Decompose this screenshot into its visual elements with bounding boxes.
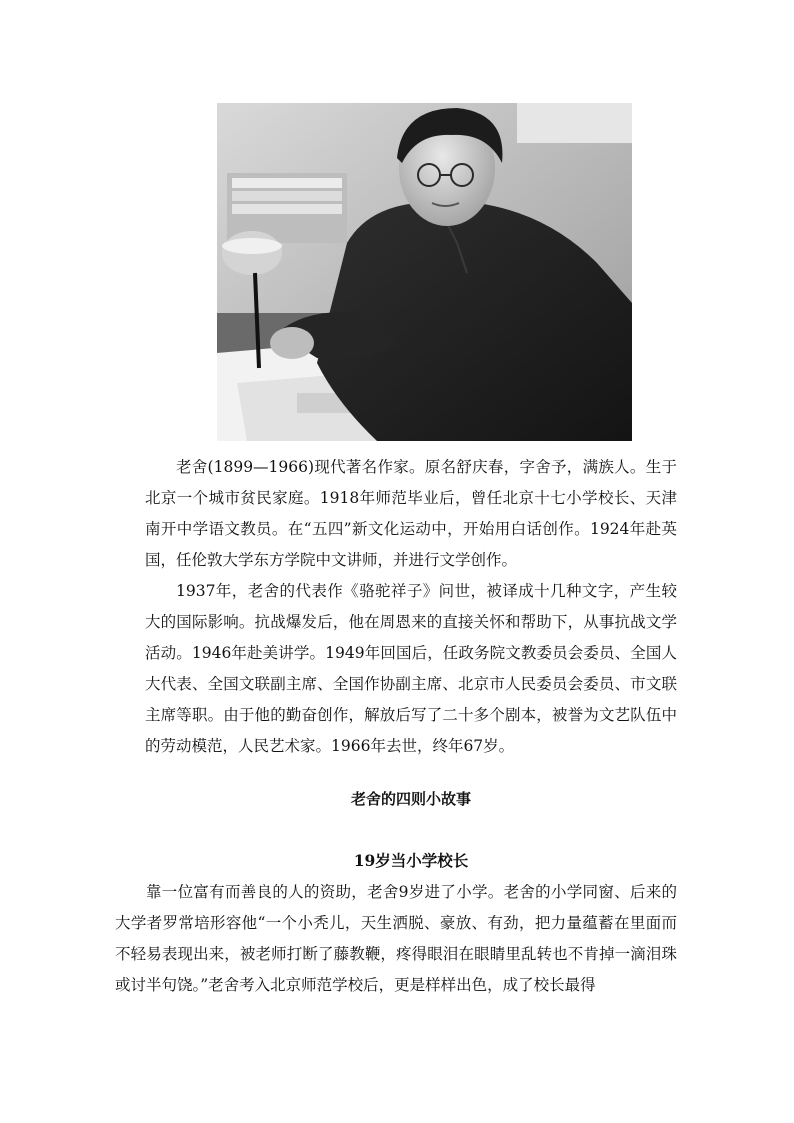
section-title: 老舍的四则小故事 (350, 790, 471, 808)
intro-paragraph-1: 老舍(1899—1966)现代著名作家。原名舒庆春，字舍予，满族人。生于北京一个城市贫民家庭。1918年师范毕业后，曾任北京十七小学校长、天津南开中学语文教员。在“五四”新文化运动中，开始用白话创作。1924年赴英国，任伦敦大学东方学院中文讲师，并进行文学创作。 (145, 458, 677, 569)
story-title: 19岁当小学校长 (353, 851, 469, 870)
story-paragraph: 靠一位富有而善良的人的资助，老舍9岁进了小学。老舍的小学同窗、后来的大学者罗常培形容他“一个小秃儿，天生洒脱、豪放、有劲，把力量蕴蓄在里面而不轻易表现出来，被老师打断了藤教鞭，疼得眼泪在眼睛里乱转也不肯掉一滴泪珠或讨半句饶。”老舍考入北京师范学校后，更是样样出色，成了校长最得 (115, 883, 677, 994)
author-portrait-photo (217, 103, 632, 441)
intro-paragraph-2: 1937年，老舍的代表作《骆驼祥子》问世，被译成十几种文字，产生较大的国际影响。抗战爆发后，他在周恩来的直接关怀和帮助下，从事抗战文学活动。1946年赴美讲学。1949年回国后，任政务院文教委员会委员、全国人大代表、全国文联副主席、全国作协副主席、北京市人民委员会委员、市文联主席等职。由于他的勤奋创作，解放后写了二十多个剧本，被誉为文艺队伍中的劳动模范，人民艺术家。1966年去世，终年67岁。 (145, 582, 677, 755)
portrait-illustration (217, 103, 632, 441)
